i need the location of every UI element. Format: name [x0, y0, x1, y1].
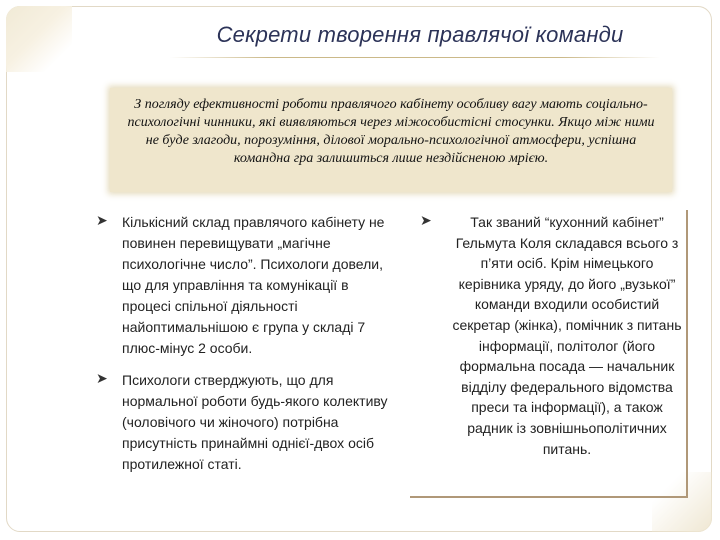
arrowhead-bullet-icon: ➤ [96, 213, 108, 229]
intro-box [110, 88, 672, 192]
arrowhead-bullet-icon: ➤ [420, 213, 432, 229]
bullet-text: Так званий “кухонний кабінет” Гельмута Коля складався всього з п’яти осіб. Крім німецького керівника уряду, до його „вузької” команди входили особистий секретар (жінка), помічник з питань інформації, політолог (його формальна посада — начальник відділу федерального відомства преси та інформації), а також радник із зовнішньополітичних питань. [452, 214, 682, 457]
list-item [92, 370, 398, 475]
intro-text: З погляду ефективності роботи правлячого кабінету особливу вагу мають соціально-психологічні чинники, які виявляються через міжособистісні стосунки. Якщо між ними не буде злагоди, порозуміння, ділової морально-психологічної атмосфери, успішна командна гра залишиться лише нездійсненою мрією. [127, 97, 655, 166]
list-item [92, 212, 398, 359]
title-divider [170, 57, 660, 58]
slide-title: Секрети творення правлячої команди [216, 22, 624, 47]
corner-decoration [6, 6, 72, 72]
list-item [410, 210, 686, 459]
right-column [410, 210, 688, 498]
left-column [92, 212, 398, 475]
arrowhead-bullet-icon: ➤ [96, 371, 108, 387]
bullet-text: Кількісний склад правлячого кабінету не повинен перевищувати „магічне психологічне число”. Психологи довели, що для управління та комунікації в процесі спільної діяльності найоптимальнішою є група у складі 7 плюс-мінус 2 особи. [122, 214, 385, 356]
bullet-text: Психологи стверджують, що для нормальної роботи будь-якого колективу (чоловічого чи жіночого) потрібна присутність принаймні однієї-двох осіб протилежної статі. [122, 372, 388, 472]
